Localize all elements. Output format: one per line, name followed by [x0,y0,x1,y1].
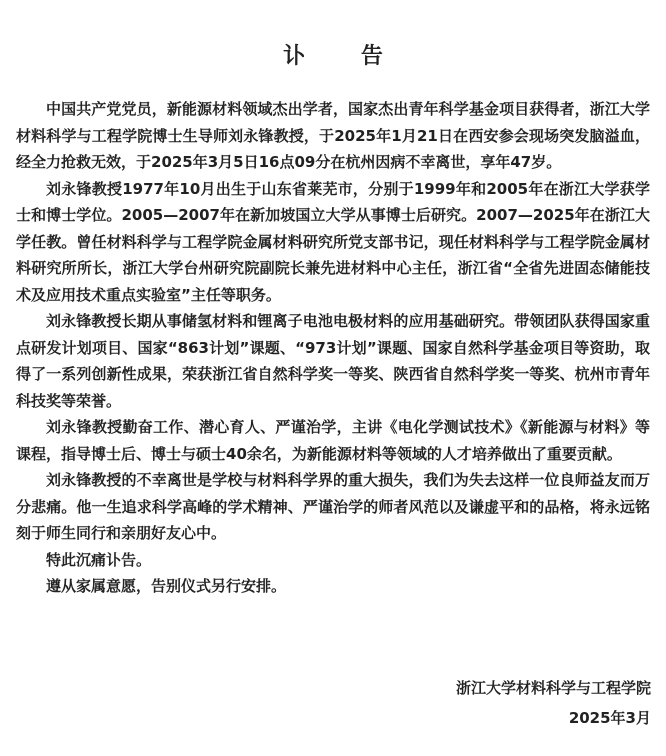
paragraph-research: 刘永锋教授长期从事储氢材料和锂离子电池电极材料的应用基础研究。带领团队获得国家重点研发计划项目、国家“863计划”课题、“973计划”课题、国家自然科学基金项目等资助，取得了一系列创新性成果，荣获浙江省自然科学奖一等奖、陕西省自然科学奖一等奖、杭州市青年科技奖等荣誉。 [16,312,650,410]
paragraph-arrangement: 遵从家属意愿，告别仪式另行安排。 [46,577,287,595]
paragraph-tribute: 刘永锋教授的不幸离世是学校与材料科学界的重大损失，我们为失去这样一位良师益友而万分悲痛。他一生追求科学高峰的学术精神、严谨治学的师者风范以及谦虚平和的品格，将永远铭刻于师生同行和亲朋好友心中。 [16,471,650,542]
signature-block [456,673,651,733]
obituary-body [16,96,650,600]
paragraph-intro: 中国共产党党员，新能源材料领域杰出学者，国家杰出青年科学基金项目获得者，浙江大学材料科学与工程学院博士生导师刘永锋教授，于2025年1月21日在西安参会现场突发脑溢血，经全力抢救无效，于2025年3月5日16点09分在杭州因病不幸离世，享年47岁。 [16,100,650,171]
paragraph-announcement: 特此沉痛讣告。 [46,550,152,569]
page-title: 讣 告 [283,44,407,69]
signature-date: 2025年3月 [568,709,651,727]
paragraph-biography: 刘永锋教授1977年10月出生于山东省莱芜市，分别于1999年和2005年在浙江大学获学士和博士学位。2005—2007年在新加坡国立大学从事博士后研究。2007—2025年在浙江大学任教。曾任材料科学与工程学院金属材料研究所党支部书记，现任材料科学与工程学院金属材料研究所所长，浙江大学台州研究院副院长兼先进材料中心主任，浙江省“全省先进固态储能技术及应用技术重点实验室”主任等职务。 [16,179,650,304]
paragraph-teaching: 刘永锋教授勤奋工作、潜心育人、严谨治学，主讲《电化学测试技术》《新能源与材料》等课程，指导博士后、博士与硕士40余名，为新能源材料等领域的人才培养做出了重要贡献。 [16,418,650,463]
signature-organization: 浙江大学材料科学与工程学院 [455,679,651,697]
